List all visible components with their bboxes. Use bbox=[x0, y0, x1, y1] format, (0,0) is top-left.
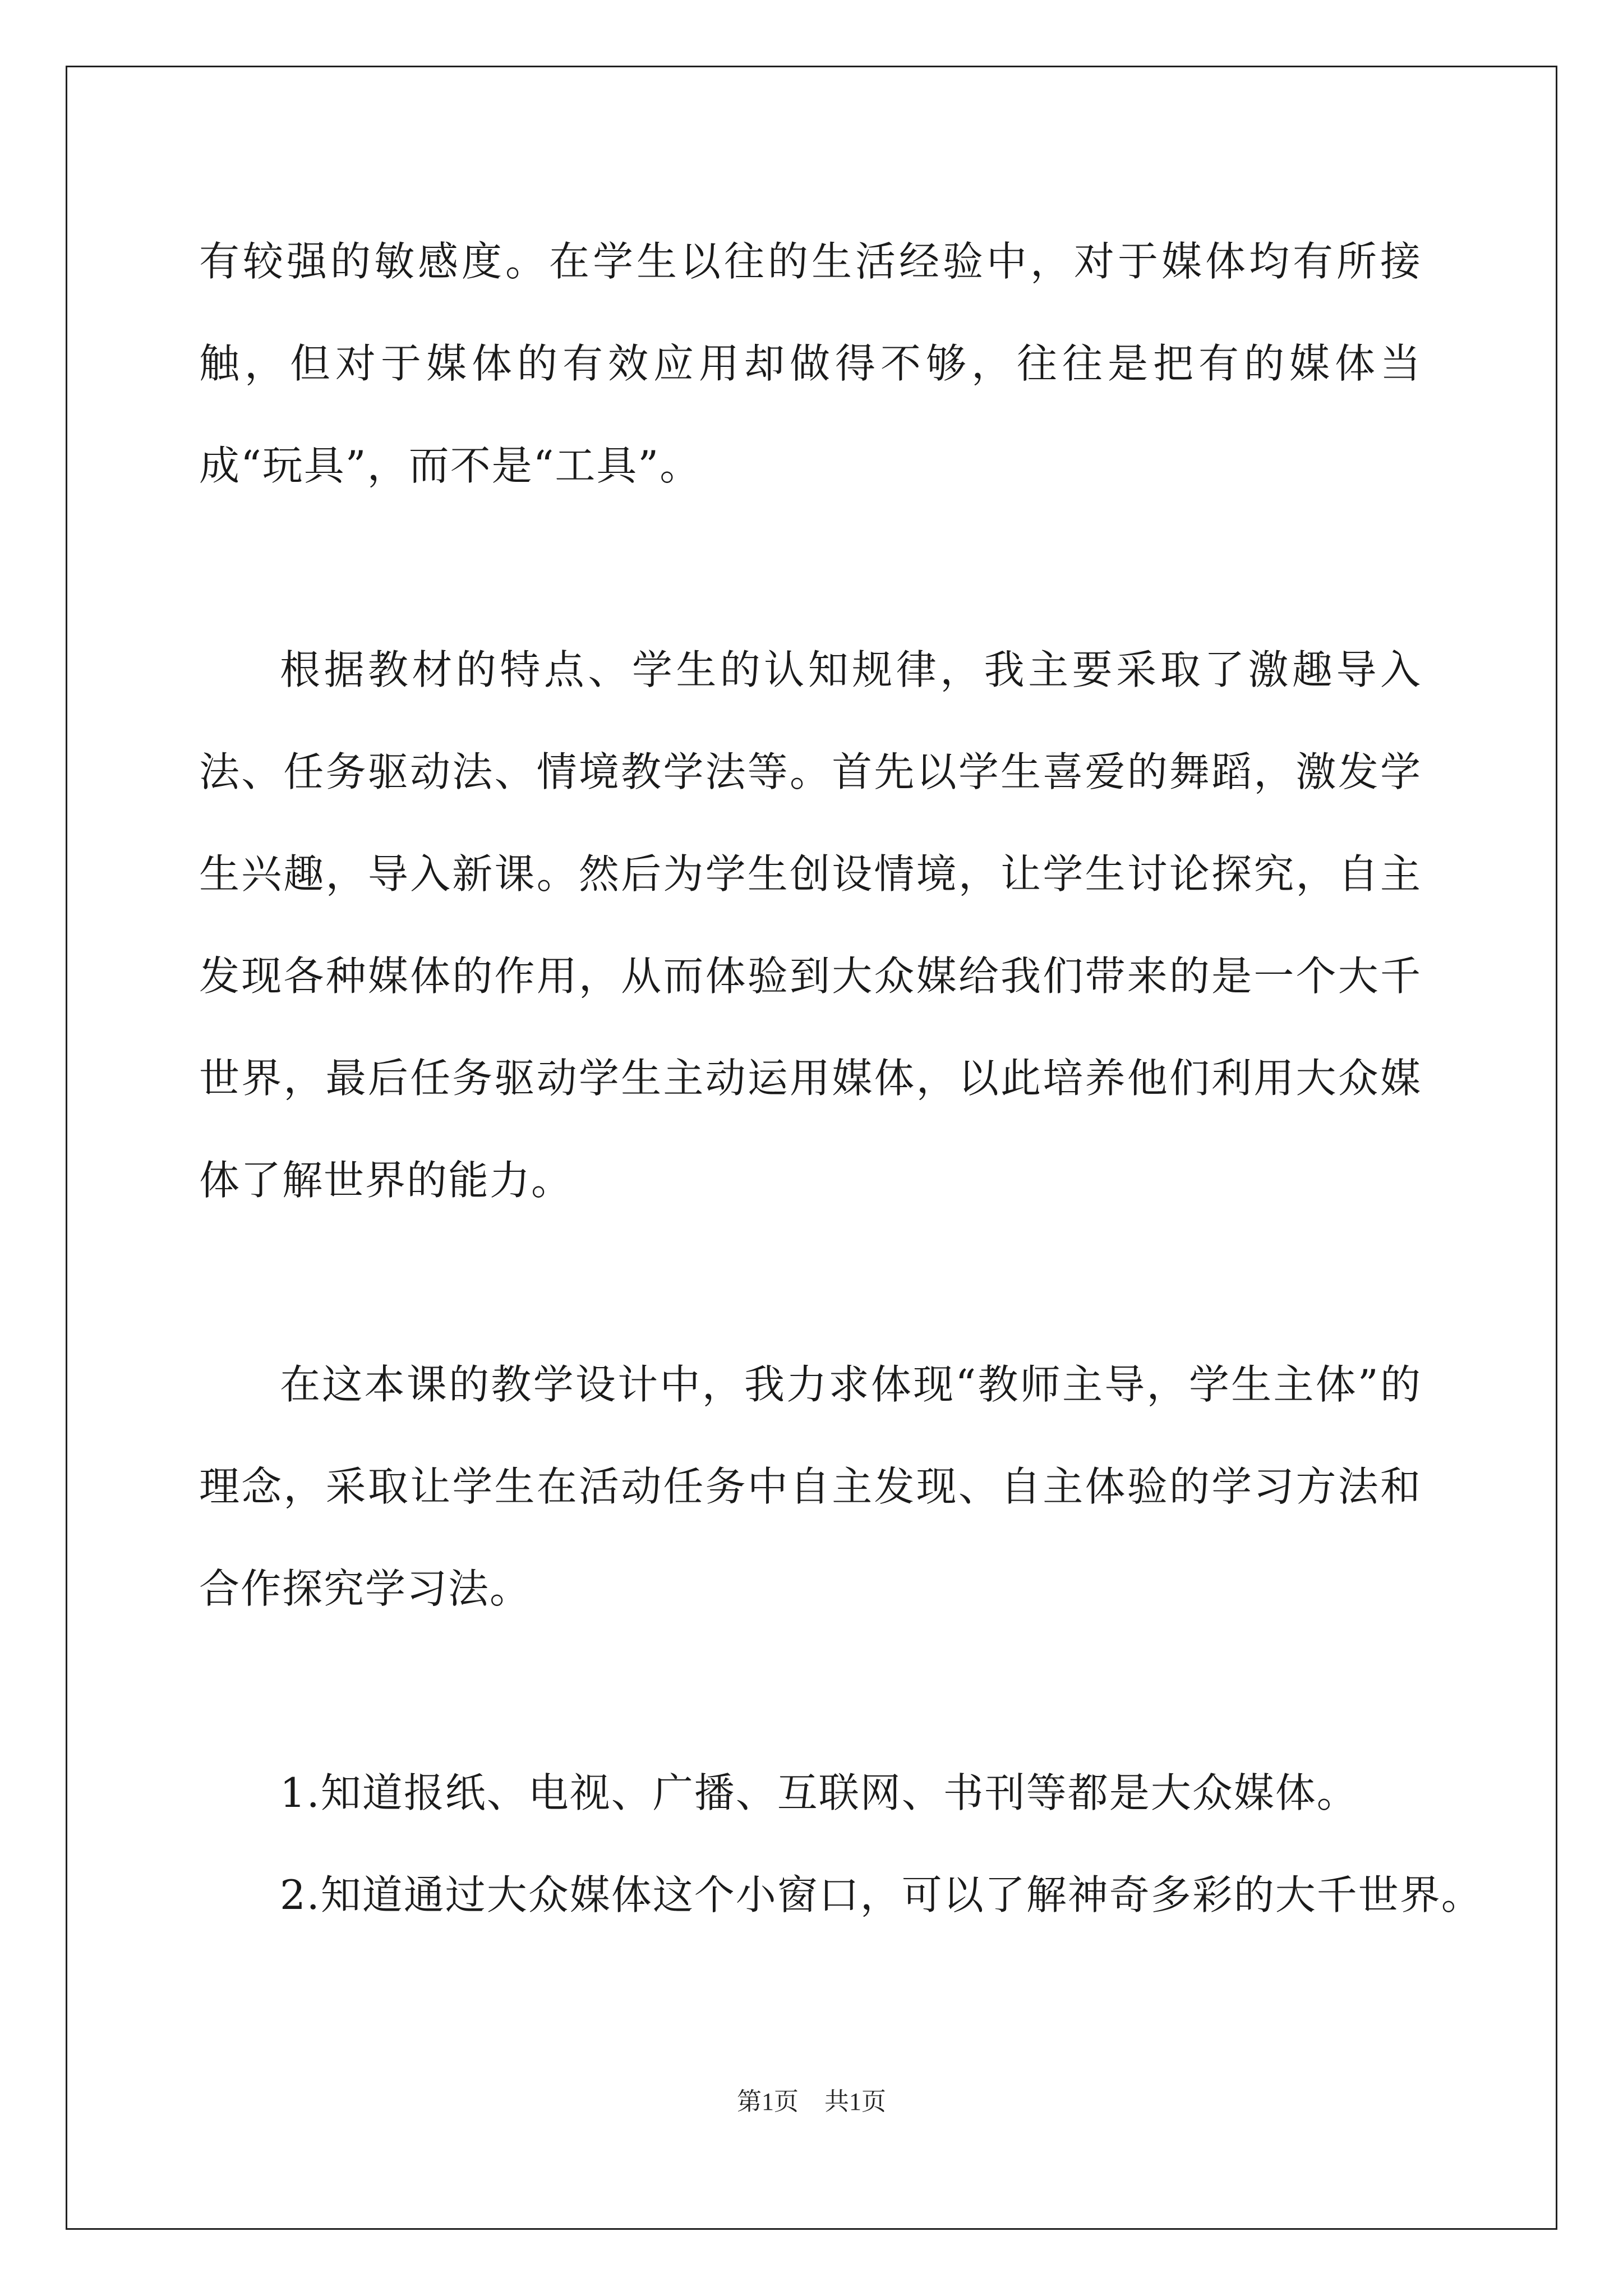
paragraph-spacer bbox=[199, 517, 1422, 619]
document-body bbox=[199, 210, 1483, 1946]
paragraph-spacer bbox=[199, 1640, 1422, 1742]
paragraph-design-concept: 在这本课的教学设计中，我力求体现“教师主导，学生主体”的理念，采取让学生在活动任务中自主发现、自主体验的学习方法和合作探究学习法。 bbox=[199, 1361, 1422, 1612]
objective-item-2: 2.知道通过大众媒体这个小窗口，可以了解神奇多彩的大千世界。 bbox=[280, 1871, 1483, 1918]
page-total: 共1页 bbox=[824, 2088, 886, 2115]
paragraph-media-sensitivity: 有较强的敏感度。在学生以往的生活经验中，对于媒体均有所接触，但对于媒体的有效应用却做得不够，往往是把有的媒体当成“玩具”，而不是“工具”。 bbox=[199, 238, 1422, 489]
paragraph-spacer bbox=[199, 1231, 1422, 1333]
objective-item-1: 1.知道报纸、电视、广播、互联网、书刊等都是大众媒体。 bbox=[280, 1769, 1358, 1816]
paragraph-teaching-methods: 根据教材的特点、学生的认知规律，我主要采取了激趣导入法、任务驱动法、情境教学法等。首先以学生喜爱的舞蹈，激发学生兴趣，导入新课。然后为学生创设情境，让学生讨论探究，自主发现各种媒体的作用，从而体验到大众媒给我们带来的是一个大千世界，最后任务驱动学生主动运用媒体，以此培养他们利用大众媒体了解世界的能力。 bbox=[199, 646, 1422, 1204]
page-footer bbox=[0, 2081, 1623, 2117]
page-number: 第1页 bbox=[737, 2088, 799, 2115]
